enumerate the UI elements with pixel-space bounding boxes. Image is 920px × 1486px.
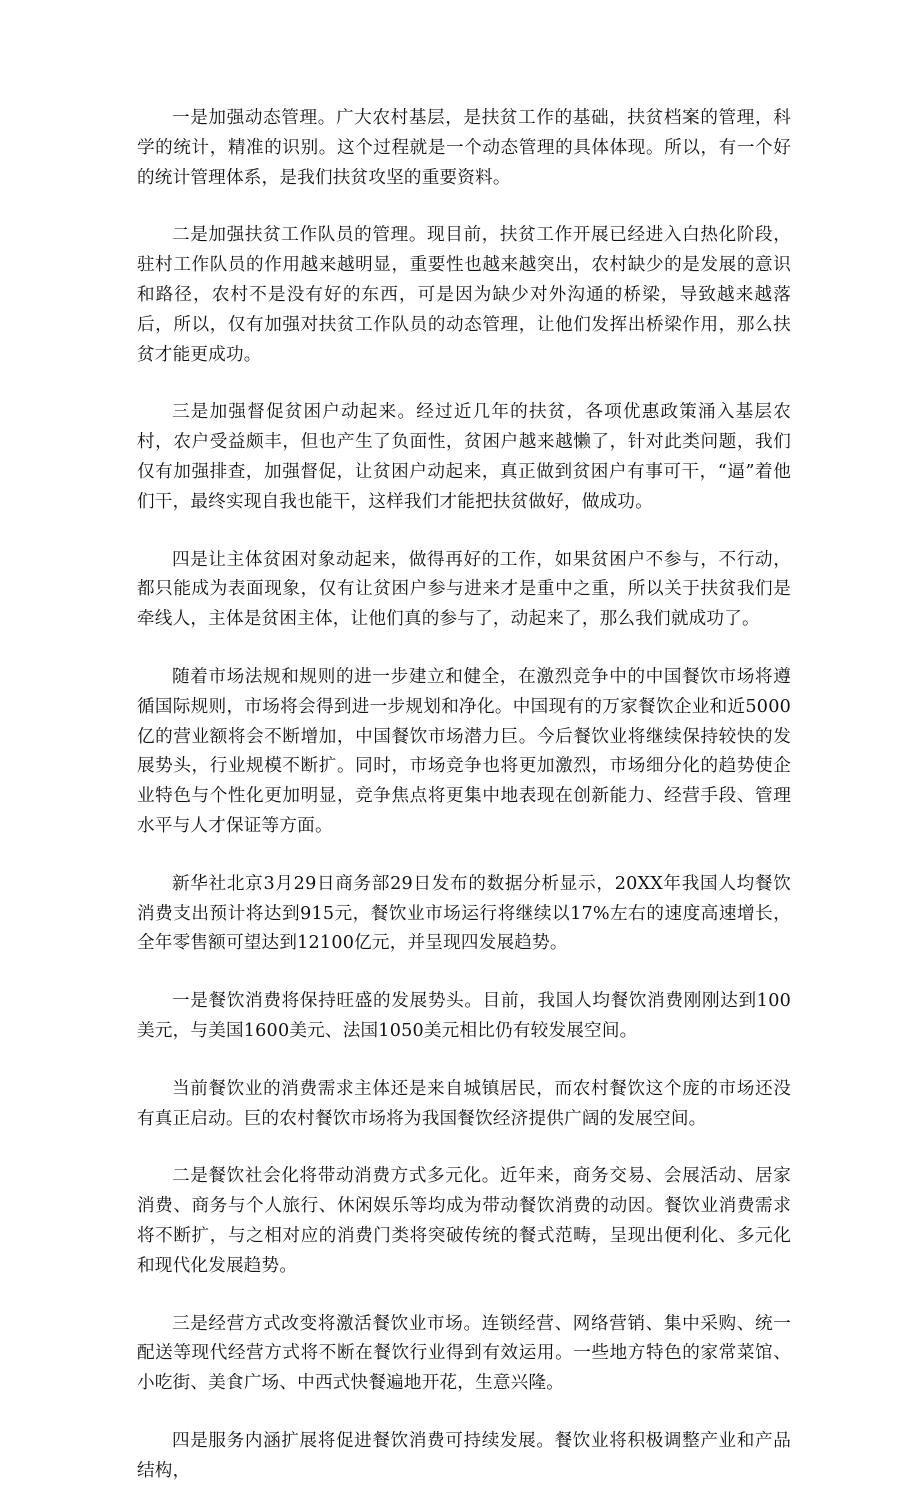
paragraph-4: 四是让主体贫困对象动起来，做得再好的工作，如果贫困户不参与，不行动，都只能成为表面现象，仅有让贫困户参与进来才是重中之重，所以关于扶贫我们是牵线人，主体是贫困主体，让他们真的参与了，动起来了，那么我们就成功了。 (137, 549, 791, 630)
paragraph-6: 新华社北京3月29日商务部29日发布的数据分析显示，20XX年我国人均餐饮消费支出预计将达到915元，餐饮业市场运行将继续以17%左右的速度高速增长，全年零售额可望达到12100亿元，并呈现四发展趋势。 (137, 873, 791, 954)
paragraph-7: 一是餐饮消费将保持旺盛的发展势头。目前，我国人均餐饮消费刚刚达到100美元，与美国1600美元、法国1050美元相比仍有较发展空间。 (137, 991, 791, 1041)
paragraph-5: 随着市场法规和规则的进一步建立和健全，在激烈竞争中的中国餐饮市场将遵循国际规则，市场将会得到进一步规划和净化。中国现有的万家餐饮企业和近5000亿的营业额将会不断增加，中国餐饮市场潜力巨。今后餐饮业将继续保持较快的发展势头，行业规模不断扩。同时，市场竞争也将更加激烈，市场细分化的趋势使企业特色与个性化更加明显，竞争焦点将更集中地表现在创新能力、经营手段、管理水平与人才保证等方面。 (137, 666, 791, 836)
paragraph-3: 三是加强督促贫困户动起来。经过近几年的扶贫，各项优惠政策涌入基层农村，农户受益颇丰，但也产生了负面性，贫困户越来越懒了，针对此类问题，我们仅有加强排查，加强督促，让贫困户动起来，真正做到贫困户有事可干，“逼”着他们干，最终实现自我也能干，这样我们才能把扶贫做好，做成功。 (137, 402, 791, 512)
paragraph-2: 二是加强扶贫工作队员的管理。现目前，扶贫工作开展已经进入白热化阶段，驻村工作队员的作用越来越明显，重要性也越来越突出，农村缺少的是发展的意识和路径，农村不是没有好的东西，可是因为缺少对外沟通的桥梁，导致越来越落后，所以，仅有加强对扶贫工作队员的动态管理，让他们发挥出桥梁作用，那么扶贫才能更成功。 (137, 225, 791, 365)
paragraph-11: 四是服务内涵扩展将促进餐饮消费可持续发展。餐饮业将积极调整产业和产品结构， (137, 1430, 791, 1481)
document-body (137, 104, 791, 1486)
paragraph-10: 三是经营方式改变将激活餐饮业市场。连锁经营、网络营销、集中采购、统一配送等现代经营方式将不断在餐饮行业得到有效运用。一些地方特色的家常菜馆、小吃街、美食广场、中西式快餐遍地开花，生意兴隆。 (137, 1313, 791, 1394)
paragraph-8: 当前餐饮业的消费需求主体还是来自城镇居民，而农村餐饮这个庞的市场还没有真正启动。巨的农村餐饮市场将为我国餐饮经济提供广阔的发展空间。 (137, 1078, 791, 1129)
paragraph-9: 二是餐饮社会化将带动消费方式多元化。近年来，商务交易、会展活动、居家消费、商务与个人旅行、休闲娱乐等均成为带动餐饮消费的动因。餐饮业消费需求将不断扩，与之相对应的消费门类将突破传统的餐式范畴，呈现出便利化、多元化和现代化发展趋势。 (137, 1166, 791, 1276)
paragraph-1: 一是加强动态管理。广大农村基层，是扶贫工作的基础，扶贫档案的管理，科学的统计，精准的识别。这个过程就是一个动态管理的具体体现。所以，有一个好的统计管理体系，是我们扶贫攻坚的重要资料。 (137, 108, 791, 188)
